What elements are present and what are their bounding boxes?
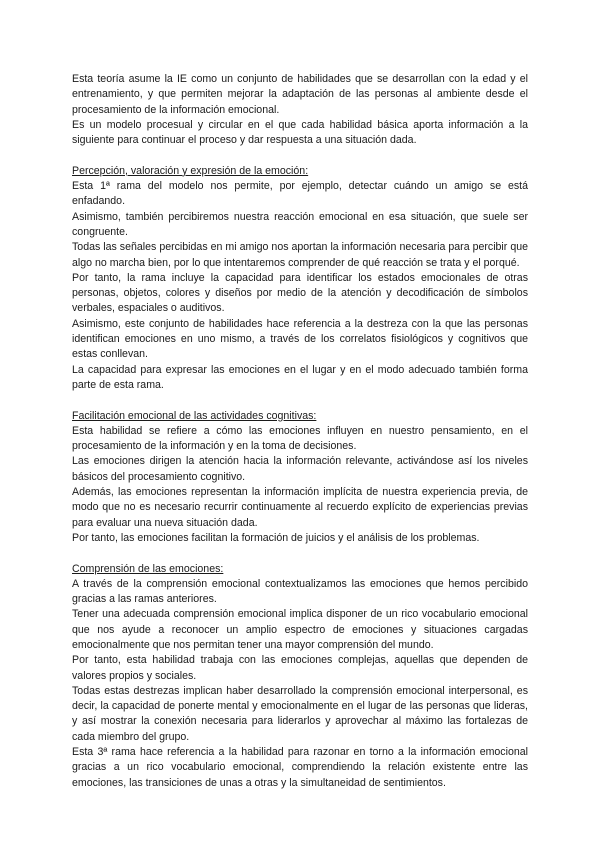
- section-paragraph: Las emociones dirigen la atención hacia la información relevante, activándose así los niveles básicos del procesamiento cognitivo.: [72, 455, 528, 483]
- intro-paragraph: Esta teoría asume la IE como un conjunto de habilidades que se desarrollan con la edad y el entrenamiento, y que permiten mejorar la adaptación de las personas al ambiente desde el procesamiento de la información emocional.: [72, 73, 528, 116]
- section-paragraph: Todas las señales percibidas en mi amigo nos aportan la información necesaria para percibir que algo no marcha bien, por lo que intentaremos comprender de qué reacción se trata y el porqué.: [72, 241, 528, 269]
- section-paragraph: Todas estas destrezas implican haber desarrollado la comprensión emocional interpersonal, es decir, la capacidad de ponerte mental y emocionalmente en el lugar de las personas que lideras, y así mostrar la conexión necesaria para liderarlos y aprovechar al máximo las fortalezas de cada miembro del grupo.: [72, 684, 528, 743]
- section-paragraph: Asimismo, también percibiremos nuestra reacción emocional en esa situación, que suele ser congruente.: [72, 210, 528, 238]
- section-comprehension: [72, 562, 528, 791]
- intro-block: [72, 72, 528, 148]
- section-facilitation: [72, 409, 528, 547]
- section-paragraph: Por tanto, la rama incluye la capacidad para identificar los estados emocionales de otras personas, objetos, colores y diseños por medio de la atención y decodificación de símbolos verbales, espaciales o auditivos.: [72, 271, 528, 315]
- section-paragraph: Esta 1ª rama del modelo nos permite, por ejemplo, detectar cuándo un amigo se está enfadando.: [72, 180, 528, 208]
- section-title: Percepción, valoración y expresión de la emoción:: [72, 164, 309, 177]
- section-title: Comprensión de las emociones:: [72, 562, 224, 575]
- section-paragraph: Tener una adecuada comprensión emocional implica disponer de un rico vocabulario emocional que nos ayude a reconocer un amplio espectro de emociones y situaciones cargadas emocionalmente que nos permitan tener una mayor comprensión del mundo.: [72, 608, 528, 651]
- section-paragraph: Esta habilidad se refiere a cómo las emociones influyen en nuestro pensamiento, en el procesamiento de la información y en la toma de decisiones.: [72, 424, 528, 453]
- section-paragraph: A través de la comprensión emocional contextualizamos las emociones que hemos percibido gracias a las ramas anteriores.: [72, 577, 528, 606]
- section-paragraph: Por tanto, las emociones facilitan la formación de juicios y el análisis de los problemas.: [72, 531, 480, 544]
- section-paragraph: Además, las emociones representan la información implícita de nuestra experiencia previa, de modo que no es necesario recurrir continuamente al recuerdo explícito de experiencias previas para evaluar una nueva situación dada.: [72, 486, 528, 529]
- section-paragraph: Esta 3ª rama hace referencia a la habilidad para razonar en torno a la información emocional gracias a un rico vocabulario emocional, comprendiendo la relación existente entre las emociones, las transiciones de unas a otras y la simultaneidad de sentimientos.: [72, 746, 528, 789]
- document-body: [72, 72, 528, 791]
- section-paragraph: Por tanto, esta habilidad trabaja con las emociones complejas, aquellas que dependen de valores propios y sociales.: [72, 654, 528, 682]
- intro-paragraph: Es un modelo procesual y circular en el que cada habilidad básica aporta información a la siguiente para continuar el proceso y dar respuesta a una situación dada.: [72, 118, 528, 147]
- section-paragraph: La capacidad para expresar las emociones en el lugar y en el modo adecuado también forma parte de esta rama.: [72, 363, 528, 391]
- section-title: Facilitación emocional de las actividades cognitivas:: [72, 409, 317, 422]
- section-perception: [72, 164, 528, 393]
- section-paragraph: Asimismo, este conjunto de habilidades hace referencia a la destreza con la que las personas identifican emociones en uno mismo, a través de los correlatos fisiológicos y cognitivos que estas conllevan.: [72, 317, 528, 361]
